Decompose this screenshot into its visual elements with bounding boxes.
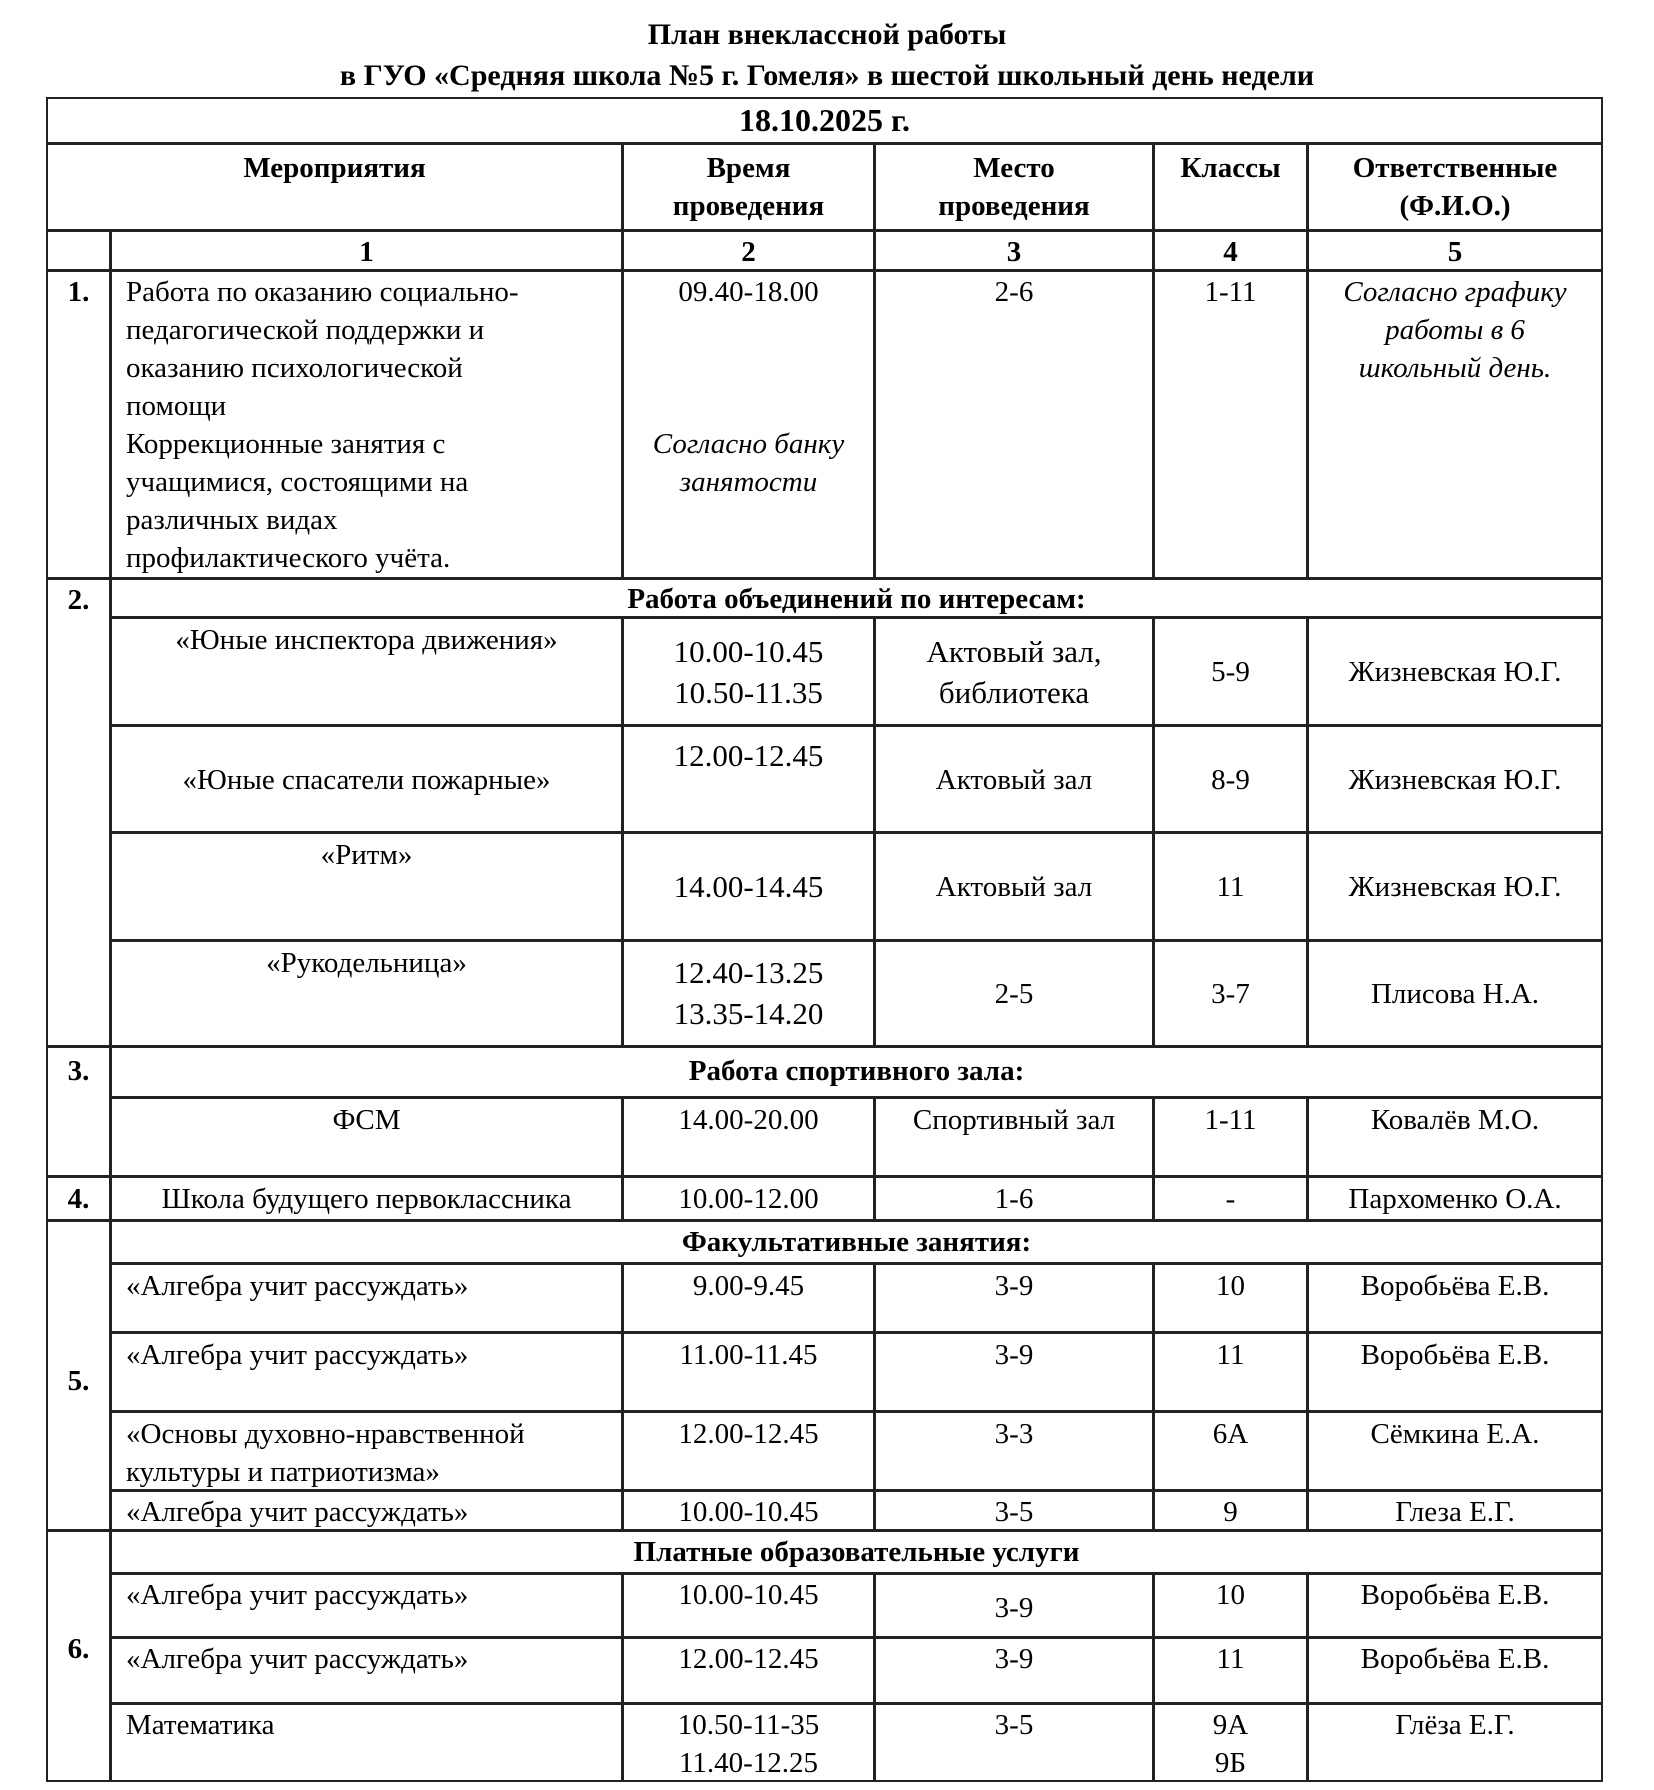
- time-value: 10.00-10.45: [678, 1496, 819, 1528]
- responsible-value: Глеза Е.Г.: [1395, 1496, 1515, 1528]
- table-row-classes: [1153, 1573, 1308, 1638]
- section-4-number-cell: [46, 1176, 111, 1221]
- table-row-time: [622, 1097, 875, 1177]
- time-value-2: 10.50-11.35: [674, 675, 823, 710]
- place-value: 3-9: [994, 1270, 1034, 1302]
- section-number: 6.: [67, 1633, 90, 1665]
- table-row-event: [110, 1332, 623, 1412]
- time-value-2: 13.35-14.20: [673, 996, 824, 1031]
- classes-value-2: 9Б: [1214, 1747, 1247, 1779]
- table-row-time: [622, 1411, 875, 1491]
- place-value: 3-9: [994, 1592, 1034, 1624]
- colnum-1-label: 1: [359, 236, 374, 268]
- table-row-place: [874, 1176, 1154, 1221]
- section-3-number-cell: [46, 1046, 111, 1177]
- header-time-label-2: проведения: [672, 190, 825, 222]
- header-place-label-2: проведения: [938, 190, 1090, 222]
- responsible-value: Воробьёва Е.В.: [1360, 1339, 1550, 1371]
- section-number: 4.: [67, 1183, 90, 1215]
- responsible-value-2: работы в 6: [1385, 314, 1525, 346]
- place-value: 3-5: [994, 1709, 1034, 1741]
- responsible-value-3: школьный день.: [1358, 352, 1552, 384]
- table-row-classes: [1153, 1263, 1308, 1333]
- colnum-2-label: 2: [741, 236, 756, 268]
- table-row-event: [110, 617, 623, 726]
- section-1-time-cell: [622, 270, 875, 579]
- place-value: 2-5: [994, 978, 1034, 1010]
- section-number: 2.: [67, 584, 90, 616]
- table-row-responsible: [1307, 1573, 1603, 1638]
- time-value: 10.50-11-35: [677, 1709, 820, 1741]
- event-name: ФСМ: [332, 1104, 401, 1136]
- classes-value: 11: [1216, 871, 1245, 903]
- section-heading: Платные образовательные услуги: [633, 1536, 1080, 1568]
- header-time-label: Время: [706, 152, 791, 184]
- table-row-classes: [1153, 1411, 1308, 1491]
- responsible-value: Воробьёва Е.В.: [1360, 1270, 1550, 1302]
- section-2-number-cell: [46, 578, 111, 1047]
- time-value: 14.00-14.45: [673, 869, 824, 904]
- table-row-time: [622, 617, 875, 726]
- date-label: 18.10.2025 г.: [739, 102, 910, 138]
- responsible-value: Жизневская Ю.Г.: [1348, 656, 1562, 688]
- time-value: 11.00-11.45: [679, 1339, 818, 1371]
- event-name: «Алгебра учит рассуждать»: [126, 1270, 469, 1302]
- place-value: 3-9: [994, 1643, 1034, 1675]
- classes-value: 10: [1216, 1579, 1245, 1611]
- responsible-value: Согласно графику: [1343, 276, 1567, 308]
- colnum-4-label: 4: [1223, 236, 1238, 268]
- place-value: 3-5: [994, 1496, 1034, 1528]
- colnum-5-label: 5: [1447, 236, 1463, 268]
- table-row-classes: [1153, 940, 1308, 1047]
- table-row-event: [110, 1411, 623, 1491]
- classes-value: -: [1225, 1183, 1236, 1215]
- place-value: 3-9: [994, 1339, 1034, 1371]
- time-value: 09.40-18.00: [678, 276, 819, 308]
- table-row-event: [110, 940, 623, 1047]
- table-row-place: [874, 832, 1154, 941]
- table-row-classes: [1153, 725, 1308, 833]
- section-1-classes-cell: [1153, 270, 1308, 579]
- colnum-1: [110, 230, 623, 271]
- colnum-blank: [46, 230, 111, 271]
- table-row-place: [874, 1703, 1154, 1782]
- table-row-responsible: [1307, 1637, 1603, 1704]
- table-row-responsible: [1307, 617, 1603, 726]
- section-6-heading: [110, 1530, 1603, 1574]
- table-row-time: [622, 1637, 875, 1704]
- event-line: Работа по оказанию социально-: [126, 276, 519, 308]
- table-row-time: [622, 1263, 875, 1333]
- place-value: 2-6: [994, 276, 1034, 308]
- event-line: помощи: [126, 390, 227, 422]
- classes-value: 5-9: [1211, 656, 1250, 688]
- table-row-responsible: [1307, 1411, 1603, 1491]
- place-value-2: библиотека: [938, 675, 1090, 710]
- classes-value: 9А: [1212, 1709, 1249, 1741]
- table-row-place: [874, 1490, 1154, 1531]
- section-heading: Работа объединений по интересам:: [627, 583, 1086, 615]
- event-name: «Ритм»: [320, 839, 413, 871]
- header-classes-label: Классы: [1180, 152, 1281, 184]
- time-value: 12.00-12.45: [678, 1418, 819, 1450]
- section-heading: Работа спортивного зала:: [688, 1055, 1025, 1087]
- document-subtitle: в ГУО «Средняя школа №5 г. Гомеля» в шестой школьный день недели: [339, 59, 1315, 92]
- colnum-3-label: 3: [1006, 236, 1022, 268]
- table-row-responsible: [1307, 725, 1603, 833]
- event-line: учащимися, состоящими на: [126, 466, 469, 498]
- table-row-responsible: [1307, 1703, 1603, 1782]
- event-name: «Алгебра учит рассуждать»: [126, 1339, 469, 1371]
- classes-value: 11: [1216, 1339, 1245, 1371]
- table-row-place: [874, 1411, 1154, 1491]
- classes-value: 11: [1216, 1643, 1245, 1675]
- table-row-place: [874, 1332, 1154, 1412]
- table-row-place: [874, 1263, 1154, 1333]
- event-line: педагогической поддержки и: [126, 314, 485, 346]
- header-place-label: Место: [973, 152, 1055, 184]
- header-time: [622, 143, 875, 231]
- table-row-responsible: [1307, 1332, 1603, 1412]
- event-name: Школа будущего первоклассника: [161, 1183, 572, 1215]
- colnum-3: [874, 230, 1154, 271]
- place-value: 1-6: [994, 1183, 1034, 1215]
- table-row-place: [874, 617, 1154, 726]
- colnum-2: [622, 230, 875, 271]
- section-1-place-cell: [874, 270, 1154, 579]
- section-1-number-cell: [46, 270, 111, 579]
- table-row-classes: [1153, 1637, 1308, 1704]
- classes-value: 1-11: [1204, 1104, 1257, 1136]
- table-row-event: [110, 1263, 623, 1333]
- event-line: профилактического учёта.: [126, 542, 451, 574]
- responsible-value: Сёмкина Е.А.: [1370, 1418, 1540, 1450]
- time-value: 12.00-12.45: [678, 1643, 819, 1675]
- table-row-time: [622, 1332, 875, 1412]
- table-row-time: [622, 1490, 875, 1531]
- section-5-heading: [110, 1220, 1603, 1264]
- event-name-2: культуры и патриотизма»: [126, 1456, 440, 1488]
- event-name: «Юные инспектора движения»: [175, 624, 558, 656]
- colnum-4: [1153, 230, 1308, 271]
- classes-value: 6А: [1212, 1418, 1249, 1450]
- header-events-label: Мероприятия: [243, 152, 426, 184]
- section-5-number-cell: [46, 1220, 111, 1531]
- table-row-responsible: [1307, 832, 1603, 941]
- section-number: 1.: [67, 276, 90, 308]
- place-value: Спортивный зал: [912, 1104, 1116, 1136]
- table-row-classes: [1153, 1703, 1308, 1782]
- table-row-place: [874, 1097, 1154, 1177]
- colnum-5: [1307, 230, 1603, 271]
- header-events: [46, 143, 623, 231]
- event-name: «Юные спасатели пожарные»: [182, 764, 551, 796]
- section-6-number-cell: [46, 1530, 111, 1782]
- table-row-time: [622, 1703, 875, 1782]
- responsible-value: Жизневская Ю.Г.: [1348, 871, 1562, 903]
- table-row-classes: [1153, 617, 1308, 726]
- classes-value: 10: [1216, 1270, 1245, 1302]
- section-2-heading: [110, 578, 1603, 618]
- header-responsible: [1307, 143, 1603, 231]
- event-name: Математика: [126, 1709, 275, 1741]
- event-name: «Алгебра учит рассуждать»: [126, 1496, 469, 1528]
- table-row-responsible: [1307, 1176, 1603, 1221]
- responsible-value: Плисова Н.А.: [1370, 978, 1540, 1010]
- time-value: 10.00-10.45: [673, 634, 824, 669]
- header-responsible-label: Ответственные: [1352, 152, 1558, 184]
- table-row-classes: [1153, 832, 1308, 941]
- table-row-responsible: [1307, 1263, 1603, 1333]
- time-value: 14.00-20.00: [678, 1104, 819, 1136]
- table-row-event: [110, 832, 623, 941]
- table-row-place: [874, 725, 1154, 833]
- time-note: Согласно банку: [652, 428, 845, 460]
- date-row: [46, 97, 1603, 144]
- place-value: 3-3: [994, 1418, 1034, 1450]
- section-1-event-cell: [110, 270, 623, 579]
- time-value: 9.00-9.45: [692, 1270, 805, 1302]
- section-number: 5.: [67, 1365, 90, 1397]
- time-value: 12.00-12.45: [673, 738, 824, 773]
- responsible-value: Воробьёва Е.В.: [1360, 1579, 1550, 1611]
- section-3-heading: [110, 1046, 1603, 1098]
- place-value: Актовый зал: [935, 764, 1093, 796]
- table-row-place: [874, 1637, 1154, 1704]
- table-row-responsible: [1307, 940, 1603, 1047]
- responsible-value: Воробьёва Е.В.: [1360, 1643, 1550, 1675]
- event-name: «Основы духовно-нравственной: [126, 1418, 525, 1450]
- time-note-2: занятости: [679, 466, 818, 498]
- table-row-classes: [1153, 1490, 1308, 1531]
- table-row-event: [110, 1573, 623, 1638]
- table-row-time: [622, 1573, 875, 1638]
- section-heading: Факультативные занятия:: [681, 1226, 1032, 1258]
- table-row-event: [110, 1703, 623, 1782]
- table-row-event: [110, 1176, 623, 1221]
- classes-value: 8-9: [1211, 764, 1250, 796]
- responsible-value: Глёза Е.Г.: [1395, 1709, 1515, 1741]
- table-row-classes: [1153, 1332, 1308, 1412]
- header-classes: [1153, 143, 1308, 231]
- event-name: «Рукодельница»: [266, 947, 467, 979]
- table-row-event: [110, 1490, 623, 1531]
- table-row-time: [622, 1176, 875, 1221]
- time-value-2: 11.40-12.25: [678, 1747, 819, 1779]
- table-row-time: [622, 940, 875, 1047]
- event-line: различных видах: [126, 504, 338, 536]
- table-row-event: [110, 1097, 623, 1177]
- table-row-event: [110, 1637, 623, 1704]
- section-number: 3.: [67, 1055, 90, 1087]
- event-name: «Алгебра учит рассуждать»: [126, 1643, 469, 1675]
- responsible-value: Жизневская Ю.Г.: [1348, 764, 1562, 796]
- table-row-place: [874, 1573, 1154, 1638]
- time-value: 12.40-13.25: [673, 955, 824, 990]
- table-row-classes: [1153, 1097, 1308, 1177]
- section-1-responsible-cell: [1307, 270, 1603, 579]
- table-row-time: [622, 725, 875, 833]
- document-title: План внеклассной работы: [647, 18, 1007, 51]
- header-responsible-label-2: (Ф.И.О.): [1399, 190, 1511, 222]
- responsible-value: Ковалёв М.О.: [1370, 1104, 1540, 1136]
- classes-value: 3-7: [1211, 978, 1250, 1010]
- table-row-responsible: [1307, 1097, 1603, 1177]
- place-value: Актовый зал: [935, 871, 1093, 903]
- classes-value: 1-11: [1204, 276, 1257, 308]
- table-row-classes: [1153, 1176, 1308, 1221]
- event-line: оказанию психологической: [126, 352, 463, 384]
- header-place: [874, 143, 1154, 231]
- event-name: «Алгебра учит рассуждать»: [126, 1579, 469, 1611]
- classes-value: 9: [1223, 1496, 1238, 1528]
- responsible-value: Пархоменко О.А.: [1348, 1183, 1562, 1215]
- table-row-event: [110, 725, 623, 833]
- time-value: 10.00-10.45: [678, 1579, 819, 1611]
- event-line: Коррекционные занятия с: [126, 428, 446, 460]
- place-value: Актовый зал,: [926, 634, 1102, 669]
- time-value: 10.00-12.00: [678, 1183, 819, 1215]
- table-row-responsible: [1307, 1490, 1603, 1531]
- table-row-time: [622, 832, 875, 941]
- table-row-place: [874, 940, 1154, 1047]
